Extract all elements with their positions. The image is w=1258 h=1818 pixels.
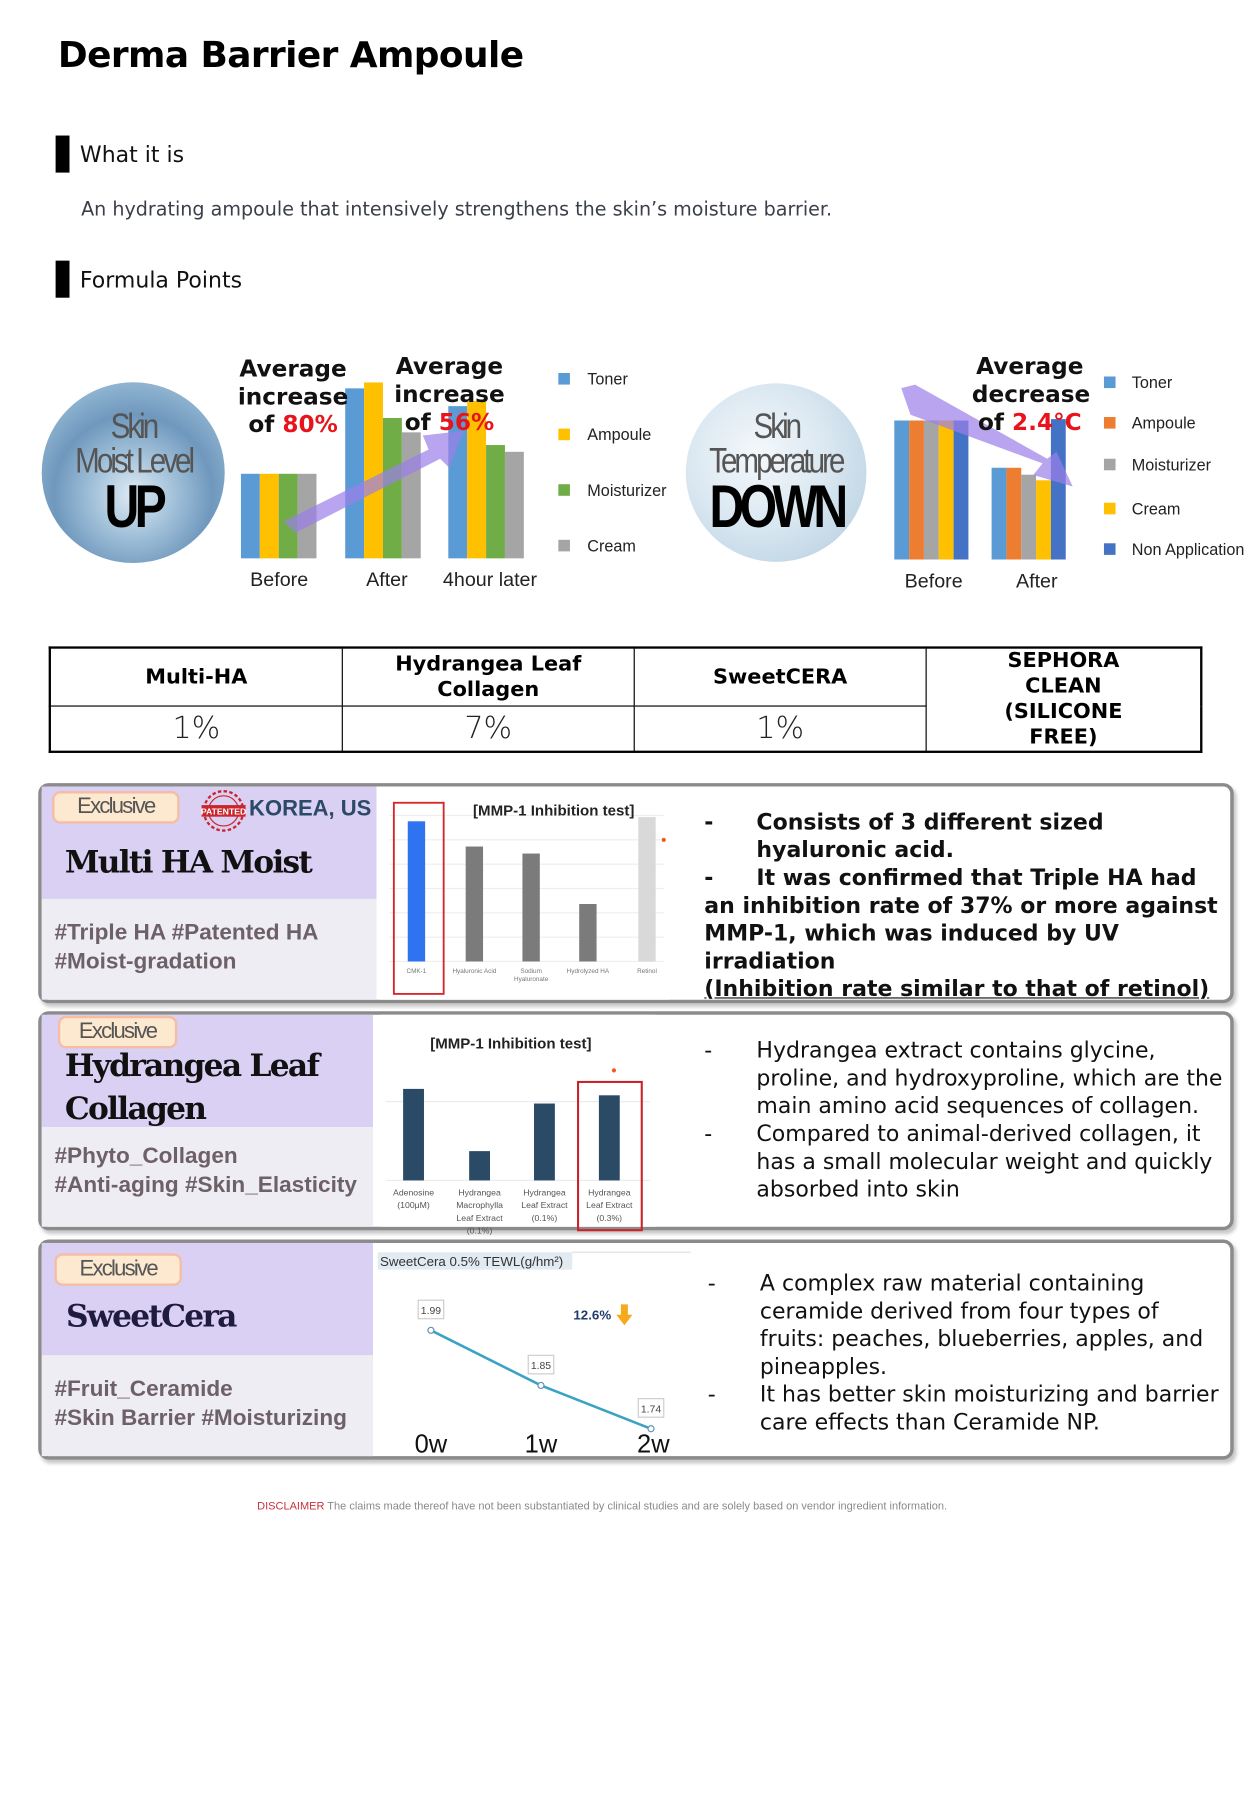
legend-label: Moisturizer xyxy=(587,481,667,500)
badge-text: Skin xyxy=(110,407,157,446)
ingredient-tags xyxy=(54,1142,357,1199)
legend-swatch xyxy=(1104,459,1116,471)
decrease-annotation: 12.6% xyxy=(573,1307,612,1323)
bullet-dash: - xyxy=(704,1037,713,1064)
tag-line: #Skin Barrier #Moisturizing xyxy=(54,1404,347,1431)
bar-ampoule xyxy=(909,420,924,559)
point-text: A complex raw material containing ceramide derived from four types of fruits: peaches, blueberries, apples, and pineapples. xyxy=(759,1270,1204,1380)
x-tick-label: (0.1%) xyxy=(466,1225,493,1236)
legend-swatch xyxy=(558,429,570,441)
ingredient-name: SweetCera xyxy=(66,1298,236,1335)
table-cell: 1% xyxy=(634,706,926,752)
point-note: (Inhibition rate similar to that of retinol) xyxy=(704,976,1210,1003)
skin-temperature-badge xyxy=(686,383,867,561)
bar-ampoule xyxy=(1006,468,1021,560)
bar-hydrolyzed-ha xyxy=(579,904,596,961)
tewl-line-chart xyxy=(378,1249,691,1459)
badge-text: UP xyxy=(104,473,163,541)
legend-swatch xyxy=(558,540,570,552)
legend-swatch xyxy=(558,373,570,385)
disclaimer-text: The claims made thereof have not been substantiated by clinical studies and are solely based on vendor ingredient information. xyxy=(327,1500,948,1513)
bar-moisturizer xyxy=(486,445,505,558)
annotation-value: 56% xyxy=(438,407,495,436)
bar-retinol xyxy=(638,817,655,961)
legend-swatch xyxy=(1104,376,1116,388)
badge-text: Skin xyxy=(753,407,799,446)
bar-cmk-1 xyxy=(408,821,425,961)
bar-moisturizer xyxy=(1021,475,1036,560)
tag-line: #Moist-gradation xyxy=(54,948,237,974)
legend-label: Non Application xyxy=(1131,540,1245,559)
significance-dot xyxy=(612,1068,616,1072)
name-line: Collagen xyxy=(64,1091,206,1128)
x-tick-label: 1w xyxy=(524,1430,558,1459)
bar-toner xyxy=(894,420,909,559)
table-header: Hydrangea Leaf Collagen xyxy=(342,648,634,706)
x-tick-label: Hydrangea xyxy=(523,1187,566,1198)
badge-text: Temperature xyxy=(709,442,843,481)
bar-ampoule xyxy=(364,382,383,558)
x-tick-label: After xyxy=(1015,570,1058,593)
bar-4 xyxy=(599,1095,620,1180)
hydrangea-mmp1-chart xyxy=(380,1015,656,1236)
bar-1 xyxy=(403,1089,424,1181)
bullet-dash: - xyxy=(707,1381,716,1408)
product-description: An hydrating ampoule that intensively strengthens the skin’s moisture barrier. xyxy=(81,198,833,221)
disclaimer xyxy=(257,1500,947,1513)
badge-text: Moist Level xyxy=(74,442,192,481)
data-point xyxy=(428,1327,434,1333)
bar-moisturizer xyxy=(383,418,402,558)
x-tick-label: Retinol xyxy=(637,968,657,976)
bar-hyaluronic-acid xyxy=(466,847,483,962)
annotation-line: Average xyxy=(976,352,1084,380)
x-tick-label: CMK-1 xyxy=(406,968,427,976)
annotation-line: increase xyxy=(237,382,349,411)
chart-bg xyxy=(378,1249,691,1455)
bar-sodium-hyaluronate xyxy=(522,854,539,962)
chart-title: [MMP-1 Inhibition test] xyxy=(473,802,635,820)
x-tick-label: 4hour later xyxy=(442,569,538,592)
bar-toner xyxy=(992,468,1007,560)
legend-label: Moisturizer xyxy=(1131,456,1211,475)
legend-label: Toner xyxy=(1131,374,1173,393)
legend-label: Cream xyxy=(1131,500,1181,519)
ingredient-tags xyxy=(54,919,318,976)
value-label: 1.85 xyxy=(530,1361,552,1373)
exclusive-badge: Exclusive xyxy=(52,791,179,823)
x-tick-label: Before xyxy=(250,569,309,592)
bar-non-application xyxy=(954,420,969,559)
bar-moisturizer xyxy=(924,420,939,559)
annotation-line: Average xyxy=(395,352,504,380)
legend-label: Toner xyxy=(587,370,628,389)
point-text: Compared to animal-derived collagen, it has a small molecular weight and quickly absorbed into skin xyxy=(756,1121,1213,1203)
ingredient-name xyxy=(65,1045,318,1131)
section-heading-formula-points: Formula Points xyxy=(79,267,243,294)
annotation-line: Average xyxy=(239,354,347,383)
skin-moist-level-badge xyxy=(42,382,225,563)
ingredient-points xyxy=(708,1270,1227,1437)
bar-cream xyxy=(939,420,954,559)
table-header: SweetCERA xyxy=(634,648,926,706)
chart-title: SweetCera 0.5% TEWL(g/hm²) xyxy=(379,1254,564,1270)
ingredient-points xyxy=(704,809,1223,1004)
x-tick-label: Before xyxy=(904,570,963,593)
bar-ampoule xyxy=(260,474,279,559)
legend-swatch xyxy=(1104,503,1116,515)
annotation-decrease xyxy=(971,352,1091,436)
ingredient-points xyxy=(704,1037,1223,1204)
page-title: Derma Barrier Ampoule xyxy=(57,34,524,77)
annotation-line: of xyxy=(404,407,439,436)
section-heading-what-it-is: What it is xyxy=(79,142,185,168)
table-cell: 7% xyxy=(342,706,634,752)
x-tick-label: Hyaluronic Acid xyxy=(452,968,497,976)
ingredient-name: Multi HA Moist xyxy=(64,844,312,881)
table-cell: 1% xyxy=(50,706,342,752)
data-point xyxy=(538,1382,544,1388)
table-header: Multi-HA xyxy=(50,648,342,706)
annotation-line: of xyxy=(248,410,283,438)
legend-label: Ampoule xyxy=(587,426,652,445)
bar-3 xyxy=(534,1104,555,1181)
x-tick-label: 2w xyxy=(637,1430,670,1459)
seal-text: PATENTED xyxy=(200,806,247,817)
patented-seal-icon xyxy=(200,789,246,833)
legend-label: Ampoule xyxy=(1131,414,1196,433)
annotation-line: decrease xyxy=(971,379,1091,408)
chart-title: [MMP-1 Inhibition test] xyxy=(430,1035,592,1053)
bar-cream xyxy=(1036,480,1051,559)
legend-swatch xyxy=(1104,417,1116,429)
ingredient-card-sweetcera xyxy=(38,1239,1233,1459)
mmp1-inhibition-chart xyxy=(380,787,670,1000)
exclusive-badge: Exclusive xyxy=(58,1016,177,1048)
x-tick-label: Leaf Extract xyxy=(586,1200,633,1211)
x-tick-label: (0.3%) xyxy=(596,1212,623,1223)
disclaimer-label: DISCLAIMER xyxy=(257,1500,325,1513)
value-label: 1.99 xyxy=(420,1306,442,1318)
x-tick-label: Hydrolyzed HA xyxy=(566,968,610,976)
point-text: Consists of 3 different sized hyaluronic acid. xyxy=(756,809,1104,864)
annotation-line: of xyxy=(977,407,1013,436)
x-tick-label: Hydrangea xyxy=(588,1187,631,1198)
legend-label: Cream xyxy=(587,537,636,556)
x-tick-label: 0w xyxy=(414,1430,448,1459)
concentration-table xyxy=(49,646,1203,753)
bar-cream xyxy=(505,452,524,559)
bullet-dash: - xyxy=(707,1270,716,1297)
tag-line: #Anti-aging #Skin_Elasticity xyxy=(54,1171,357,1198)
annotation-increase-56 xyxy=(392,352,508,435)
tag-line: #Triple HA #Patented HA xyxy=(54,919,319,946)
tag-line: #Fruit_Ceramide xyxy=(54,1376,233,1402)
annotation-line: increase xyxy=(394,379,505,408)
ingredient-tags xyxy=(54,1375,346,1432)
bar-cream xyxy=(402,432,421,558)
value-label: 1.74 xyxy=(640,1404,662,1416)
x-tick-label: (0.1%) xyxy=(531,1212,558,1223)
x-tick-label: Adenosine xyxy=(393,1187,435,1198)
bullet-dash: - xyxy=(704,865,714,891)
x-tick-label: Leaf Extract xyxy=(456,1212,503,1223)
x-tick-label: Hydrangea xyxy=(458,1187,501,1198)
clean-label: SEPHORA CLEAN (SILICONE FREE) xyxy=(926,648,1201,752)
exclusive-badge: Exclusive xyxy=(54,1253,181,1285)
badge-text: DOWN xyxy=(709,473,844,541)
annotation-value: 2.4°C xyxy=(1012,407,1082,436)
legend-swatch xyxy=(1104,543,1116,555)
tag-line: #Phyto_Collagen xyxy=(54,1143,238,1169)
bullet-dash: - xyxy=(704,809,714,836)
annotation-value: 80% xyxy=(282,410,338,438)
ingredient-card-hydrangea xyxy=(38,1011,1233,1236)
x-tick-label: Leaf Extract xyxy=(521,1200,568,1211)
bar-toner xyxy=(241,474,260,559)
point-text: It has better skin moisturizing and barrier care effects than Ceramide NP. xyxy=(759,1381,1219,1436)
x-tick-label: Sodium xyxy=(520,968,542,976)
x-tick-label: After xyxy=(366,569,408,592)
x-tick-label: Macrophylla xyxy=(456,1200,503,1211)
annotation-increase-80 xyxy=(235,354,351,437)
section-marker xyxy=(56,136,70,173)
name-line: Hydrangea Leaf xyxy=(64,1048,319,1085)
bar-2 xyxy=(469,1151,490,1180)
x-tick-label: Hyaluronate xyxy=(513,976,549,984)
section-marker xyxy=(56,261,70,298)
x-tick-label: (100μM) xyxy=(397,1200,430,1211)
ingredient-card-multi-ha xyxy=(38,783,1233,1003)
point-text: It was confirmed that Triple HA had an inhibition rate of 37% or more against MMP-1, which was induced by UV irradiation xyxy=(704,865,1218,975)
bar-non-application xyxy=(1051,419,1066,559)
point-text: Hydrangea extract contains glycine, proline, and hydroxyproline, which are the main amino acid sequences of collagen. xyxy=(756,1037,1223,1120)
legend-swatch xyxy=(558,484,570,496)
significance-dot xyxy=(662,838,666,842)
bullet-dash: - xyxy=(704,1121,713,1147)
patent-regions: KOREA, US xyxy=(249,796,372,822)
